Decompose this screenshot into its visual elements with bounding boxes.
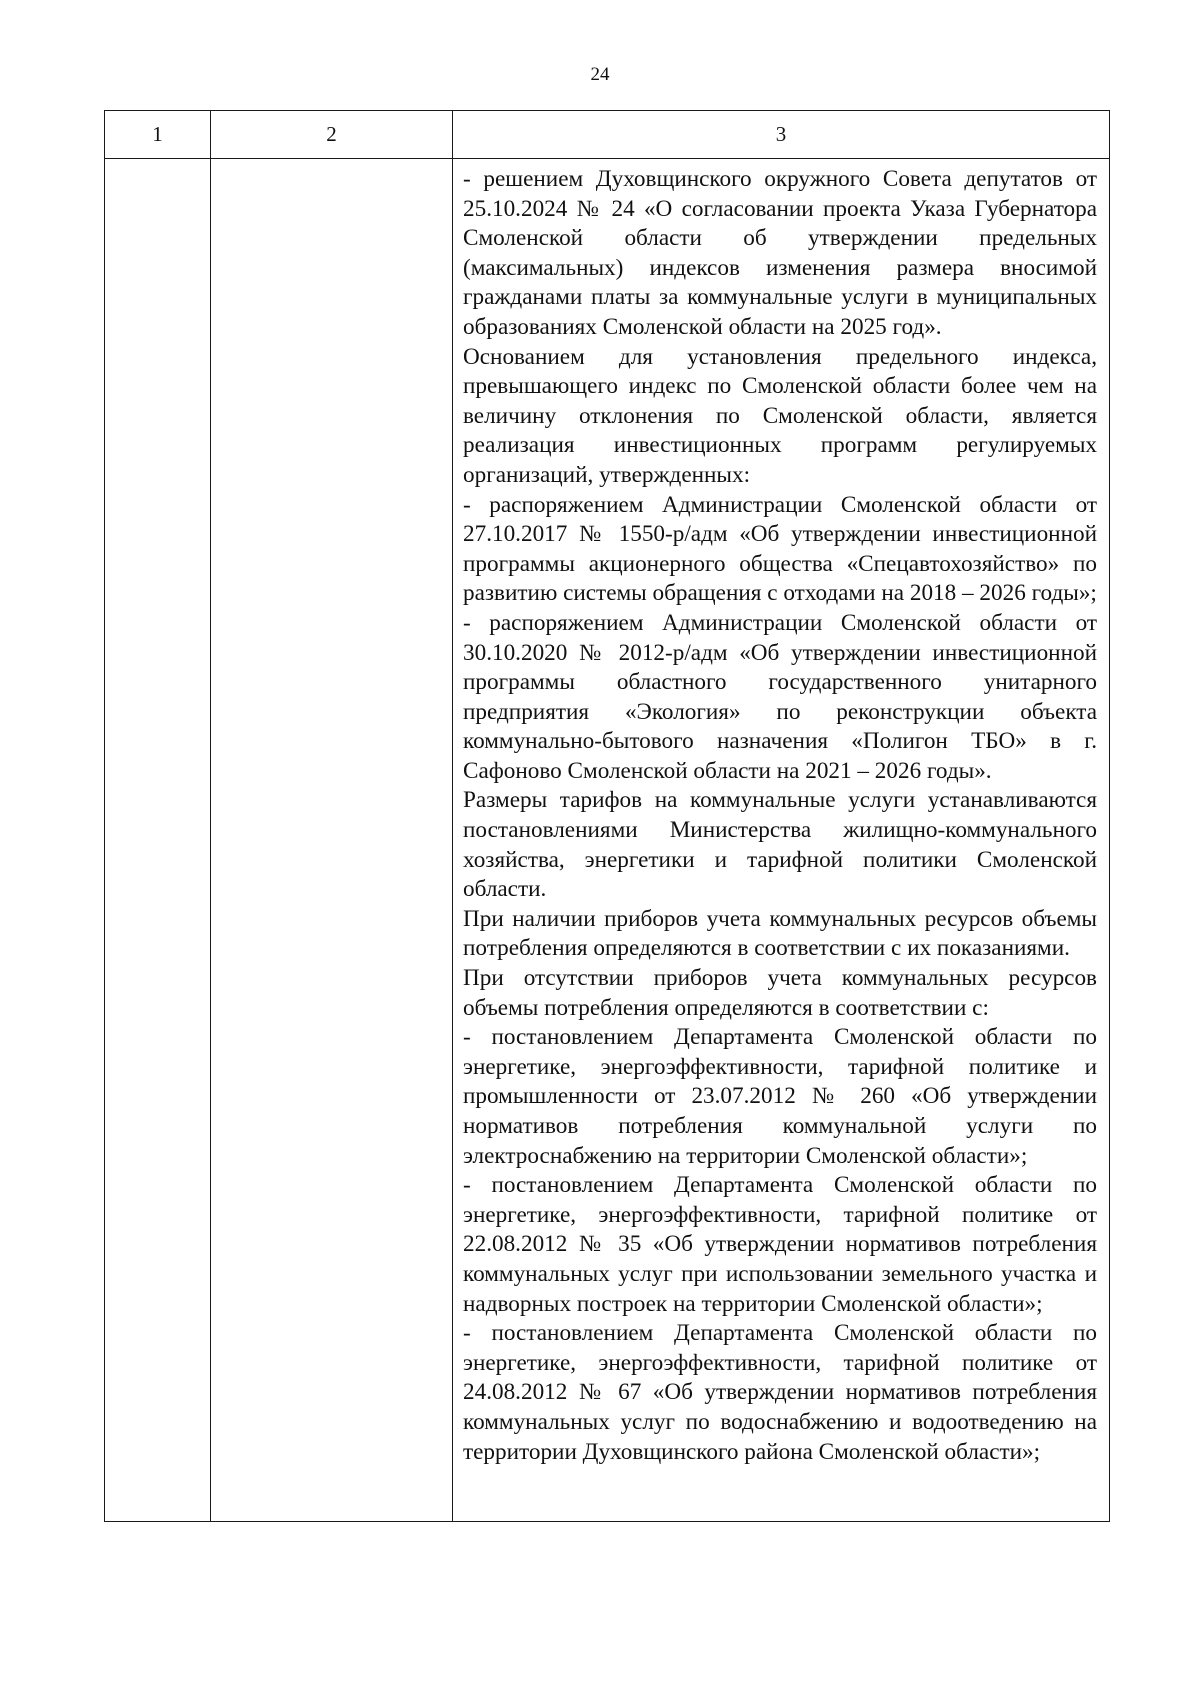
paragraph: При наличии приборов учета коммунальных ресурсов объемы потребления определяются в соответствии с их показаниями. [463,905,1097,962]
column-header-3: 3 [453,111,1110,159]
column-2-cell [211,159,453,1522]
paragraph: Основанием для установления предельного индекса, превышающего индекс по Смоленской области более чем на величину отклонения по Смоленской области, является реализация инвестиционных программ регулируемых организаций, утвержденных: [463,343,1097,488]
column-header-1: 1 [105,111,211,159]
column-header-2: 2 [211,111,453,159]
paragraph: - распоряжением Администрации Смоленской области от 30.10.2020 № 2012-р/адм «Об утверждении инвестиционной программы областного государственного унитарного предприятия «Экология» по реконструкции объекта коммунально-бытового назначения «Полигон ТБО» в г. Сафоново Смоленской области на 2021 – 2026 годы». [463,609,1097,784]
paragraph: - постановлением Департамента Смоленской области по энергетике, энергоэффективности, тарифной политике и промышленности от 23.07.2012 № 260 «Об утверждении нормативов потребления коммунальной услуги по электроснабжению на территории Смоленской области»; [463,1024,1097,1169]
column-1-cell [105,159,211,1522]
paragraph: - постановлением Департамента Смоленской области по энергетике, энергоэффективности, тарифной политике от 24.08.2012 № 67 «Об утверждении нормативов потребления коммунальных услуг по водоснабжению и водоотведению на территории Духовщинского района Смоленской области»; [463,1320,1097,1465]
document-table [104,110,1110,1522]
page-number: 24 [590,64,610,85]
paragraph: Размеры тарифов на коммунальные услуги устанавливаются постановлениями Министерства жилищно-коммунального хозяйства, энергетики и тарифной политики Смоленской области. [463,787,1097,903]
paragraph: - решением Духовщинского окружного Совета депутатов от 25.10.2024 № 24 «О согласовании проекта Указа Губернатора Смоленской области об утверждении предельных (максимальных) индексов изменения размера вносимой гражданами платы за коммунальные услуги в муниципальных образованиях Смоленской области на 2025 год». [463,166,1097,340]
column-3-cell [453,159,1110,1522]
paragraph: - распоряжением Администрации Смоленской области от 27.10.2017 № 1550-р/адм «Об утверждении инвестиционной программы акционерного общества «Спецавтохозяйство» по развитию системы обращения с отходами на 2018 – 2026 годы»; [463,491,1097,607]
paragraph: - постановлением Департамента Смоленской области по энергетике, энергоэффективности, тарифной политике от 22.08.2012 № 35 «Об утверждении нормативов потребления коммунальных услуг при использовании земельного участка и надворных построек на территории Смоленской области»; [463,1172,1097,1317]
table-row [105,159,1110,1522]
table-header-row [105,111,1110,159]
paragraph: При отсутствии приборов учета коммунальных ресурсов объемы потребления определяются в соответствии с: [463,965,1097,1021]
